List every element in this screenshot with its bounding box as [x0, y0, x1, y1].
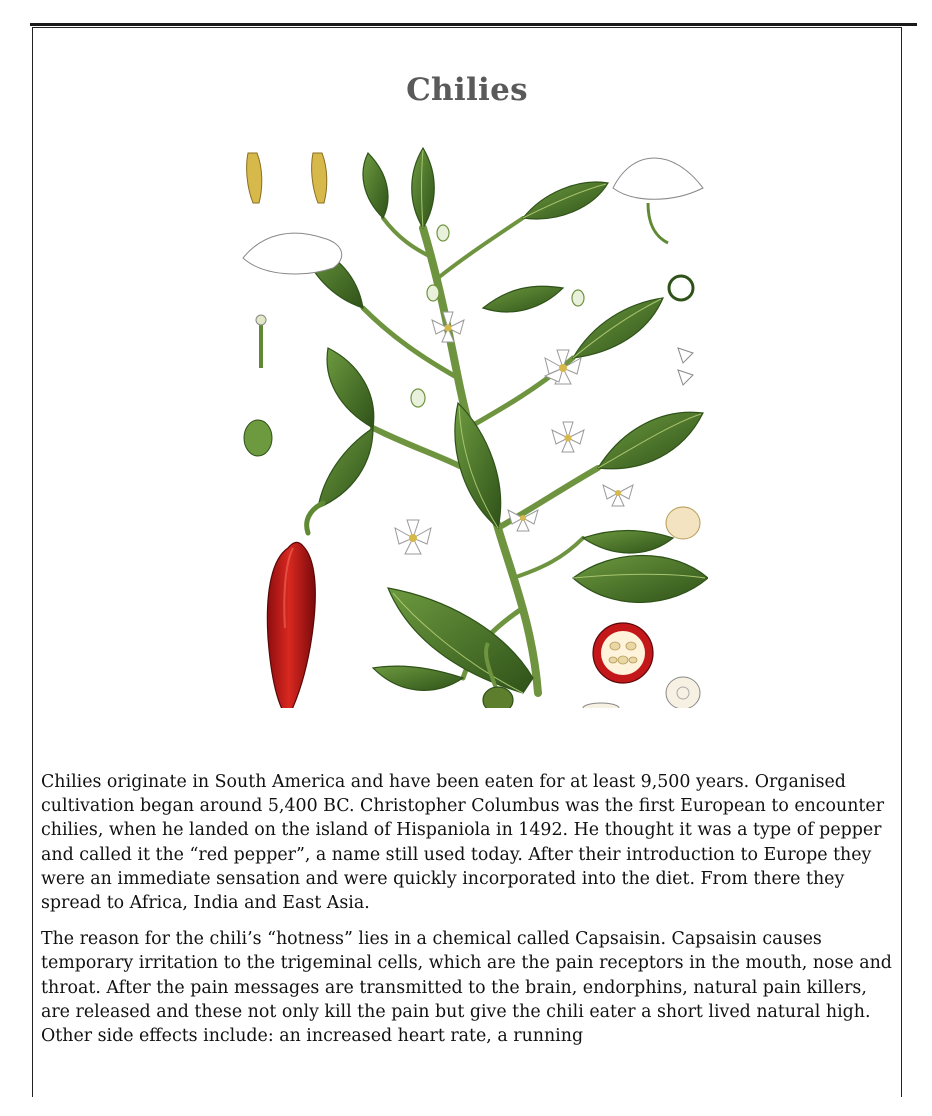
paragraph-capsaicin: The reason for the chili’s “hotness” lies in a chemical called Capsaisin. Capsaisin causes temporary irritation to the trigeminal cells, which are the pain receptors in the mouth, nose and throat. After the pain messages are transmitted to the brain, endorphins, natural pain killers, are released and these not only kill the pain but give the chili eater a short lived natural high. Other side effects include: an increased heart rate, a running — [41, 929, 892, 1047]
chili-cross-section — [593, 623, 653, 683]
botanical-chili-plant-illustration — [233, 108, 708, 708]
page-title: Chilies — [406, 72, 528, 108]
body-text — [41, 770, 901, 1060]
paragraph-history: Chilies originate in South America and have been eaten for at least 9,500 years. Organised cultivation began around 5,400 BC. Christopher Columbus was the first European to encounter chilies, when he landed on the island of Hispaniola in 1492. He thought it was a type of pepper and called it the “red pepper”, a name still used today. After their introduction to Europe they were an immediate sensation and were quickly incorporated into the diet. From there they spread to Africa, India and East Asia. — [41, 772, 885, 914]
document-page — [32, 27, 902, 1097]
red-chili-fruit — [267, 503, 323, 708]
top-rule — [30, 23, 917, 26]
